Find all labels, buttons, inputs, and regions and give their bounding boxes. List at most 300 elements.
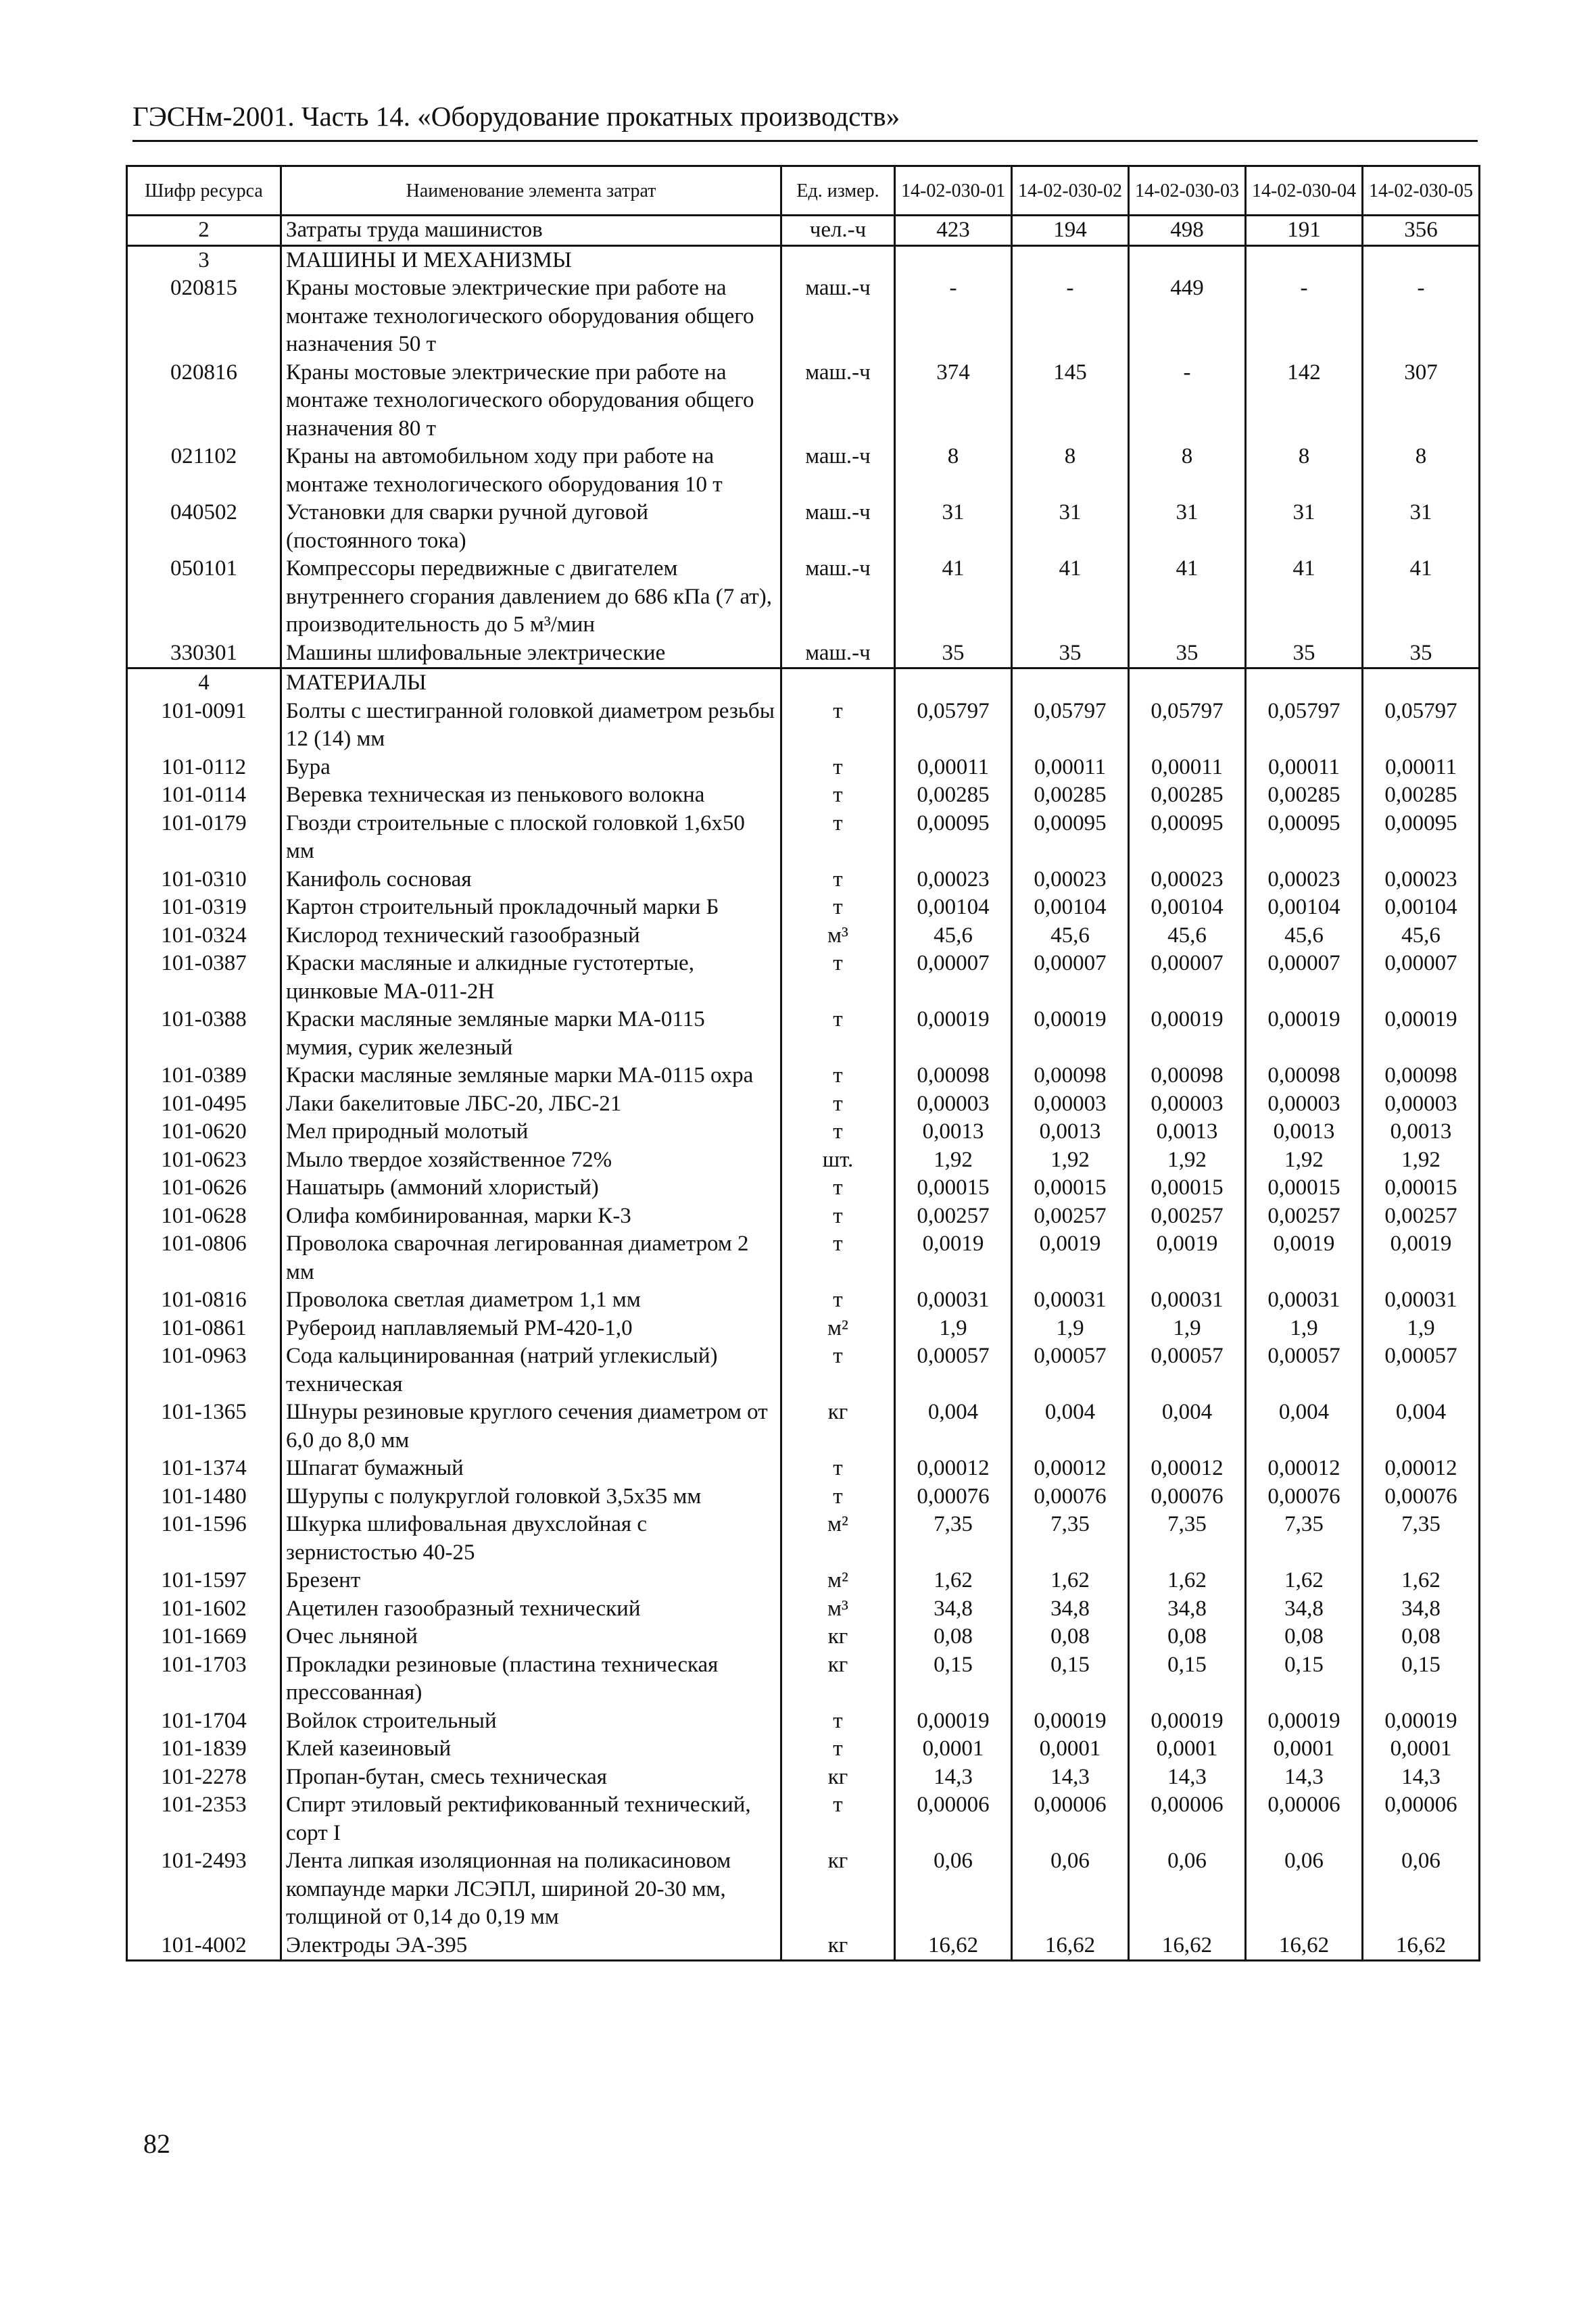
resource-value: 0,05797 (1012, 698, 1129, 754)
resource-code: 101-1596 (127, 1511, 281, 1567)
resource-code: 101-0091 (127, 698, 281, 754)
resource-value: 14,3 (1246, 1763, 1363, 1792)
column-header-name: Наименование элемента затрат (281, 166, 781, 216)
resource-value: 16,62 (1012, 1932, 1129, 1961)
resource-value: 0,00095 (895, 810, 1012, 866)
resource-value: 1,62 (895, 1567, 1012, 1595)
resource-name: Олифа комбинированная, марки К-3 (281, 1202, 781, 1231)
resource-value: 1,92 (1012, 1146, 1129, 1175)
resource-value: 142 (1246, 359, 1363, 443)
column-header-norm-1: 14-02-030-01 (895, 166, 1012, 216)
resource-name: Установки для сварки ручной дуговой (постоянного тока) (281, 499, 781, 555)
resource-value: 7,35 (1246, 1511, 1363, 1567)
resource-unit: т (781, 1006, 895, 1062)
table-row (127, 698, 1480, 754)
resource-value: 1,62 (1129, 1567, 1246, 1595)
resource-value: 0,004 (1129, 1398, 1246, 1455)
resource-unit: кг (781, 1847, 895, 1932)
resource-value: 35 (1246, 639, 1363, 668)
resource-value: 0,004 (895, 1398, 1012, 1455)
resource-value: 0,0013 (1012, 1118, 1129, 1146)
resource-value: 1,62 (1246, 1567, 1363, 1595)
resource-unit: м³ (781, 1595, 895, 1624)
table-row (127, 866, 1480, 894)
resource-value: 0,00019 (1129, 1006, 1246, 1062)
resource-name: Краски масляные и алкидные густотертые, цинковые МА-011-2Н (281, 950, 781, 1006)
resource-value: 0,00095 (1363, 810, 1480, 866)
resource-name: Гвозди строительные с плоской головкой 1,6х50 мм (281, 810, 781, 866)
resource-value: 0,00006 (1363, 1791, 1480, 1847)
column-header-code: Шифр ресурса (127, 166, 281, 216)
resource-value: 0,00003 (895, 1090, 1012, 1119)
table-row (127, 1651, 1480, 1707)
resource-value: 0,00023 (1012, 866, 1129, 894)
resource-value: 0,00095 (1012, 810, 1129, 866)
resource-value: 0,0001 (1246, 1735, 1363, 1763)
section-heading-materials (127, 668, 1480, 698)
resource-value: 0,05797 (1129, 698, 1246, 754)
resource-value: 0,0019 (1012, 1230, 1129, 1286)
resource-value: 0,00257 (895, 1202, 1012, 1231)
table-row (127, 810, 1480, 866)
resource-value: 0,00006 (1246, 1791, 1363, 1847)
resource-name: Кислород технический газообразный (281, 922, 781, 950)
resource-value: 0,00257 (1129, 1202, 1246, 1231)
table-row (127, 754, 1480, 782)
resource-value: 0,00098 (1129, 1062, 1246, 1090)
resource-value: 0,0001 (1012, 1735, 1129, 1763)
resource-code: 101-0112 (127, 754, 281, 782)
resource-unit: кг (781, 1932, 895, 1961)
resource-value: 0,08 (1129, 1623, 1246, 1651)
resource-value: 31 (1363, 499, 1480, 555)
resource-value: 0,0013 (895, 1118, 1012, 1146)
resource-unit: т (781, 1202, 895, 1231)
resource-value: 0,00031 (1246, 1286, 1363, 1315)
resource-unit: маш.-ч (781, 555, 895, 639)
resource-value: 0,06 (895, 1847, 1012, 1932)
resource-unit: т (781, 894, 895, 922)
resource-code: 101-0387 (127, 950, 281, 1006)
resource-value: 0,00285 (1129, 781, 1246, 810)
resource-value: 14,3 (895, 1763, 1012, 1792)
resource-value: - (1363, 274, 1480, 359)
resource-code: 101-0620 (127, 1118, 281, 1146)
resource-code: 101-2493 (127, 1847, 281, 1932)
resource-value: 0,00012 (1129, 1455, 1246, 1483)
resource-value: 0,00015 (1129, 1174, 1246, 1202)
resource-name: Брезент (281, 1567, 781, 1595)
table-row (127, 274, 1480, 359)
resource-value: 45,6 (1012, 922, 1129, 950)
resource-value: 0,00003 (1129, 1090, 1246, 1119)
resource-value: 34,8 (1012, 1595, 1129, 1624)
resource-value: 0,00104 (1129, 894, 1246, 922)
table-row (127, 950, 1480, 1006)
resource-value: 0,0013 (1246, 1118, 1363, 1146)
resource-value: 0,00076 (1363, 1483, 1480, 1511)
resource-code: 101-0963 (127, 1342, 281, 1398)
resource-code: 040502 (127, 499, 281, 555)
column-header-norm-4: 14-02-030-04 (1246, 166, 1363, 216)
resource-value: 1,9 (1363, 1315, 1480, 1343)
resource-value: 0,0001 (895, 1735, 1012, 1763)
table-row (127, 1315, 1480, 1343)
section-number: 3 (127, 245, 281, 274)
resource-value: 0,00015 (895, 1174, 1012, 1202)
resource-value: 0,08 (1363, 1623, 1480, 1651)
resource-value: 0,00015 (1012, 1174, 1129, 1202)
resource-value: 0,00285 (1012, 781, 1129, 810)
table-header (127, 166, 1480, 216)
resource-value: 0,00007 (1012, 950, 1129, 1006)
resource-value: 0,00057 (1363, 1342, 1480, 1398)
table-body (127, 216, 1480, 275)
table-row (127, 1062, 1480, 1090)
resource-code: 101-0816 (127, 1286, 281, 1315)
table-row (127, 1623, 1480, 1651)
resource-code: 101-0324 (127, 922, 281, 950)
resource-unit: м² (781, 1511, 895, 1567)
labor-value: 191 (1246, 216, 1363, 246)
resource-name: Бура (281, 754, 781, 782)
resource-value: 1,92 (1129, 1146, 1246, 1175)
resource-unit: т (781, 1174, 895, 1202)
resource-code: 101-0179 (127, 810, 281, 866)
resource-name: Картон строительный прокладочный марки Б (281, 894, 781, 922)
resource-value: 0,00011 (1129, 754, 1246, 782)
resource-unit: м² (781, 1315, 895, 1343)
labor-name: Затраты труда машинистов (281, 216, 781, 246)
resource-value: 0,00019 (1129, 1707, 1246, 1736)
resource-value: 7,35 (1012, 1511, 1129, 1567)
resource-value: 0,15 (1246, 1651, 1363, 1707)
resource-code: 020816 (127, 359, 281, 443)
section-title: МАШИНЫ И МЕХАНИЗМЫ (281, 245, 781, 274)
resource-unit: т (781, 1118, 895, 1146)
resource-name: Шпагат бумажный (281, 1455, 781, 1483)
table-row (127, 639, 1480, 668)
resource-code: 020815 (127, 274, 281, 359)
resource-value: 8 (895, 443, 1012, 499)
table-row (127, 1090, 1480, 1119)
resource-value: 0,00003 (1012, 1090, 1129, 1119)
resource-value: 0,00019 (1012, 1707, 1129, 1736)
resource-name: Клей казеиновый (281, 1735, 781, 1763)
resource-value: 0,00019 (1012, 1006, 1129, 1062)
resource-value: 0,00076 (1129, 1483, 1246, 1511)
resource-value: 0,0019 (895, 1230, 1012, 1286)
resource-code: 101-1704 (127, 1707, 281, 1736)
table-row (127, 1847, 1480, 1932)
resource-name: Спирт этиловый ректификованный технический, сорт I (281, 1791, 781, 1847)
resource-value: 0,00076 (1012, 1483, 1129, 1511)
resource-value: 0,00031 (895, 1286, 1012, 1315)
resource-value: 0,00015 (1246, 1174, 1363, 1202)
column-header-unit: Ед. измер. (781, 166, 895, 216)
resource-code: 101-0389 (127, 1062, 281, 1090)
table-row (127, 1707, 1480, 1736)
resource-value: 45,6 (1129, 922, 1246, 950)
resource-value: 16,62 (1246, 1932, 1363, 1961)
resource-value: 45,6 (1246, 922, 1363, 950)
table-row (127, 1006, 1480, 1062)
table-row (127, 1763, 1480, 1792)
resource-value: - (1246, 274, 1363, 359)
resource-code: 101-1602 (127, 1595, 281, 1624)
resource-unit: маш.-ч (781, 639, 895, 668)
table-row (127, 894, 1480, 922)
resource-unit: т (781, 1483, 895, 1511)
section-heading-machines (127, 245, 1480, 274)
resource-value: 14,3 (1363, 1763, 1480, 1792)
resource-value: 0,00098 (1246, 1062, 1363, 1090)
resource-value: 0,06 (1363, 1847, 1480, 1932)
resource-code: 101-0806 (127, 1230, 281, 1286)
resource-name: Краны на автомобильном ходу при работе на монтаже технологического оборудования 10 т (281, 443, 781, 499)
resource-value: 1,62 (1012, 1567, 1129, 1595)
table-row (127, 1567, 1480, 1595)
resource-value: 8 (1129, 443, 1246, 499)
page-number: 82 (143, 2128, 170, 2159)
resource-unit: т (781, 810, 895, 866)
table-row (127, 359, 1480, 443)
table-row (127, 555, 1480, 639)
resource-value: 0,00012 (1012, 1455, 1129, 1483)
resource-name: Канифоль сосновая (281, 866, 781, 894)
resource-value: 0,00019 (1363, 1006, 1480, 1062)
section-heading-materials-group (127, 668, 1480, 698)
resource-value: 41 (1012, 555, 1129, 639)
resource-value: 0,0001 (1363, 1735, 1480, 1763)
resource-value: 0,00076 (895, 1483, 1012, 1511)
resource-value: 0,004 (1246, 1398, 1363, 1455)
resource-code: 101-0623 (127, 1146, 281, 1175)
resource-value: 0,00006 (1012, 1791, 1129, 1847)
table-row (127, 1735, 1480, 1763)
resource-unit: кг (781, 1623, 895, 1651)
resource-code: 330301 (127, 639, 281, 668)
resource-value: 0,00057 (1129, 1342, 1246, 1398)
resource-value: 0,0013 (1363, 1118, 1480, 1146)
resource-code: 101-0495 (127, 1090, 281, 1119)
resource-code: 101-0310 (127, 866, 281, 894)
resource-value: 0,00023 (895, 866, 1012, 894)
resource-name: Электроды ЭА-395 (281, 1932, 781, 1961)
resource-value: 0,00019 (1363, 1707, 1480, 1736)
resource-value: 1,9 (1129, 1315, 1246, 1343)
resource-unit: т (781, 1230, 895, 1286)
resource-name: Шурупы с полукруглой головкой 3,5х35 мм (281, 1483, 781, 1511)
resource-code: 101-0628 (127, 1202, 281, 1231)
resource-value: 16,62 (1129, 1932, 1246, 1961)
resource-name: Мел природный молотый (281, 1118, 781, 1146)
resource-name: Войлок строительный (281, 1707, 781, 1736)
resource-code: 101-1374 (127, 1455, 281, 1483)
resource-value: 8 (1246, 443, 1363, 499)
resource-value: 0,00006 (1129, 1791, 1246, 1847)
resource-unit: т (781, 1735, 895, 1763)
resource-value: 0,00012 (895, 1455, 1012, 1483)
resource-unit: маш.-ч (781, 443, 895, 499)
resource-code: 101-1480 (127, 1483, 281, 1511)
resource-value: 0,00007 (1129, 950, 1246, 1006)
resource-value: 0,15 (1012, 1651, 1129, 1707)
resource-value: 0,00057 (1012, 1342, 1129, 1398)
resource-code: 101-0861 (127, 1315, 281, 1343)
resource-name: Ацетилен газообразный технический (281, 1595, 781, 1624)
resource-unit: маш.-ч (781, 274, 895, 359)
resource-value: 16,62 (895, 1932, 1012, 1961)
table-row (127, 1118, 1480, 1146)
resource-value: 45,6 (1363, 922, 1480, 950)
resource-value: 31 (1129, 499, 1246, 555)
labor-value: 356 (1363, 216, 1480, 246)
resource-value: 14,3 (1012, 1763, 1129, 1792)
resource-unit: т (781, 1455, 895, 1483)
resource-value: 35 (895, 639, 1012, 668)
resource-value: 0,00011 (1363, 754, 1480, 782)
resource-value: 0,00257 (1363, 1202, 1480, 1231)
resource-unit: т (781, 754, 895, 782)
resource-value: 31 (1012, 499, 1129, 555)
resource-name: Краски масляные земляные марки МА-0115 мумия, сурик железный (281, 1006, 781, 1062)
resource-value: 0,0019 (1129, 1230, 1246, 1286)
resource-value: 41 (1363, 555, 1480, 639)
table-row (127, 1286, 1480, 1315)
resource-name: Мыло твердое хозяйственное 72% (281, 1146, 781, 1175)
resource-value: 0,00011 (1012, 754, 1129, 782)
resource-value: - (1129, 359, 1246, 443)
resource-value: 0,00098 (895, 1062, 1012, 1090)
resource-value: 16,62 (1363, 1932, 1480, 1961)
resource-value: 0,00257 (1246, 1202, 1363, 1231)
resource-code: 101-0319 (127, 894, 281, 922)
resource-value: 145 (1012, 359, 1129, 443)
resource-unit: шт. (781, 1146, 895, 1175)
resource-value: 0,00285 (1363, 781, 1480, 810)
resource-name: Рубероид наплавляемый РМ-420-1,0 (281, 1315, 781, 1343)
resource-name: Лаки бакелитовые ЛБС-20, ЛБС-21 (281, 1090, 781, 1119)
resource-name: Сода кальцинированная (натрий углекислый) техническая (281, 1342, 781, 1398)
resource-value: 0,06 (1012, 1847, 1129, 1932)
resource-name: Краны мостовые электрические при работе на монтаже технологического оборудования общего назначения 80 т (281, 359, 781, 443)
column-header-norm-2: 14-02-030-02 (1012, 166, 1129, 216)
resource-value: 0,00257 (1012, 1202, 1129, 1231)
resource-name: Машины шлифовальные электрические (281, 639, 781, 668)
resource-code: 101-1669 (127, 1623, 281, 1651)
resource-unit: маш.-ч (781, 499, 895, 555)
resource-name: Краны мостовые электрические при работе на монтаже технологического оборудования общего назначения 50 т (281, 274, 781, 359)
resource-value: 0,15 (895, 1651, 1012, 1707)
resource-value: 35 (1363, 639, 1480, 668)
resource-unit: т (781, 1090, 895, 1119)
table-row (127, 443, 1480, 499)
resource-name: Веревка техническая из пенькового волокна (281, 781, 781, 810)
resource-unit: т (781, 866, 895, 894)
machines-section (127, 274, 1480, 668)
resource-value: 0,05797 (1363, 698, 1480, 754)
column-header-norm-5: 14-02-030-05 (1363, 166, 1480, 216)
resource-value: 0,00031 (1012, 1286, 1129, 1315)
resource-value: 14,3 (1129, 1763, 1246, 1792)
table-row (127, 1791, 1480, 1847)
materials-section (127, 698, 1480, 1961)
resource-value: 0,0001 (1129, 1735, 1246, 1763)
resource-value: 0,05797 (1246, 698, 1363, 754)
resource-value: 0,08 (1012, 1623, 1129, 1651)
resource-value: 35 (1129, 639, 1246, 668)
resource-value: 0,15 (1129, 1651, 1246, 1707)
resource-unit: т (781, 1707, 895, 1736)
resource-unit: кг (781, 1398, 895, 1455)
resource-unit: м³ (781, 922, 895, 950)
table-row (127, 1511, 1480, 1567)
resource-unit: т (781, 698, 895, 754)
resource-value: 0,15 (1363, 1651, 1480, 1707)
resource-code: 101-0388 (127, 1006, 281, 1062)
resource-value: 0,0019 (1363, 1230, 1480, 1286)
resource-value: 0,00015 (1363, 1174, 1480, 1202)
resource-unit: т (781, 1791, 895, 1847)
resource-value: 0,004 (1363, 1398, 1480, 1455)
resource-value: 0,00285 (1246, 781, 1363, 810)
resource-value: 0,00003 (1246, 1090, 1363, 1119)
resource-unit: м² (781, 1567, 895, 1595)
resource-value: 0,00012 (1363, 1455, 1480, 1483)
resource-code: 101-2278 (127, 1763, 281, 1792)
labor-value: 194 (1012, 216, 1129, 246)
resource-code: 101-4002 (127, 1932, 281, 1961)
table-row (127, 1398, 1480, 1455)
resource-value: 0,00095 (1246, 810, 1363, 866)
resource-code: 101-0626 (127, 1174, 281, 1202)
resource-value: 34,8 (895, 1595, 1012, 1624)
labor-value: 423 (895, 216, 1012, 246)
resource-value: 41 (1246, 555, 1363, 639)
resource-value: 0,00031 (1363, 1286, 1480, 1315)
resource-code: 101-1839 (127, 1735, 281, 1763)
resource-value: 1,92 (1246, 1146, 1363, 1175)
resource-value: 0,0019 (1246, 1230, 1363, 1286)
resource-value: 7,35 (895, 1511, 1012, 1567)
resource-name: Шкурка шлифовальная двухслойная с зернистостью 40-25 (281, 1511, 781, 1567)
resource-value: 0,00007 (1246, 950, 1363, 1006)
resource-value: 0,05797 (895, 698, 1012, 754)
resource-value: 0,00023 (1246, 866, 1363, 894)
resource-value: 7,35 (1363, 1511, 1480, 1567)
table-row (127, 1455, 1480, 1483)
resource-value: 1,92 (1363, 1146, 1480, 1175)
resource-value: 41 (1129, 555, 1246, 639)
resource-code: 101-1703 (127, 1651, 281, 1707)
resource-name: Проволока светлая диаметром 1,1 мм (281, 1286, 781, 1315)
resource-value: 0,00023 (1129, 866, 1246, 894)
resource-name: Краски масляные земляные марки МА-0115 охра (281, 1062, 781, 1090)
resource-value: 1,9 (1246, 1315, 1363, 1343)
table-row (127, 1230, 1480, 1286)
resource-value: 0,004 (1012, 1398, 1129, 1455)
resource-name: Компрессоры передвижные с двигателем внутреннего сгорания давлением до 686 кПа (7 ат), производительность до 5 м³/мин (281, 555, 781, 639)
resource-value: 1,9 (895, 1315, 1012, 1343)
resource-value: 0,08 (895, 1623, 1012, 1651)
resource-value: 34,8 (1363, 1595, 1480, 1624)
resource-value: 449 (1129, 274, 1246, 359)
resource-code: 050101 (127, 555, 281, 639)
labor-unit: чел.-ч (781, 216, 895, 246)
table-row (127, 1483, 1480, 1511)
resource-name: Очес льняной (281, 1623, 781, 1651)
